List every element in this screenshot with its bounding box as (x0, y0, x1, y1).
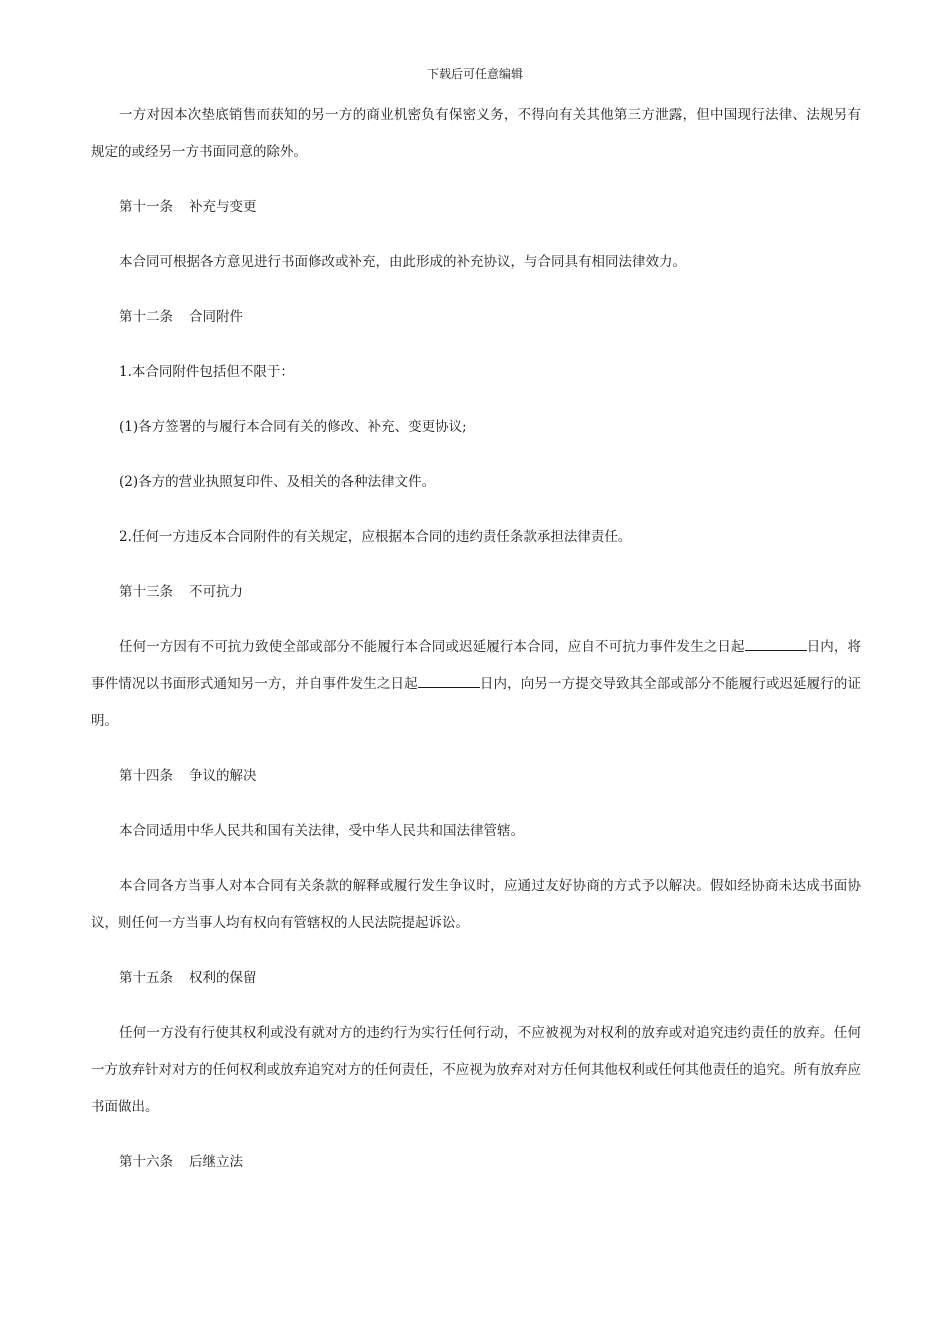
article-number: 第十六条 (119, 1154, 173, 1170)
article-14-body-2: 本合同各方当事人对本合同有关条款的解释或履行发生争议时，应通过友好协商的方式予以解决。假如经协商未达成书面协议，则任何一方当事人均有权向有管辖权的人民法院提起诉讼。 (91, 878, 861, 931)
article-12-item-2: 2.任何一方违反本合同附件的有关规定，应根据本合同的违约责任条款承担法律责任。 (119, 529, 632, 545)
article-title: 不可抗力 (189, 584, 243, 600)
fill-in-blank-days-2[interactable] (418, 673, 480, 688)
article-12-subitem-2: (2)各方的营业执照复印件、及相关的各种法律文件。 (119, 474, 436, 490)
article-11-body: 本合同可根据各方意见进行书面修改或补充，由此形成的补充协议，与合同具有相同法律效力。 (119, 254, 686, 270)
article-14-body-1: 本合同适用中华人民共和国有关法律，受中华人民共和国法律管辖。 (119, 823, 524, 839)
article-12-item-1: 1.本合同附件包括但不限于： (119, 364, 294, 380)
article-title: 权利的保留 (189, 970, 257, 986)
article-15-heading (91, 960, 861, 997)
article-11-heading (91, 189, 861, 226)
article-number: 第十一条 (119, 199, 173, 215)
article-number: 第十四条 (119, 768, 173, 784)
article-12-subitem-1: (1)各方签署的与履行本合同有关的修改、补充、变更协议; (119, 419, 467, 435)
article-13-text-part-2: 日内，将事件情况以书面形式通知另一方，并自事件发生之日起 (91, 639, 862, 692)
article-13-heading (91, 574, 861, 611)
article-title: 后继立法 (189, 1154, 243, 1170)
article-13-body (91, 629, 861, 740)
article-13-text-part-1: 任何一方因有不可抗力致使全部或部分不能履行本合同或迟延履行本合同，应自不可抗力事件发生之日起 (119, 639, 745, 655)
fill-in-blank-days-1[interactable] (745, 636, 807, 651)
page-header: 下载后可任意编辑 (426, 67, 523, 81)
article-15-body: 任何一方没有行使其权利或没有就对方的违约行为实行任何行动，不应被视为对权利的放弃或对追究违约责任的放弃。任何一方放弃针对对方的任何权利或放弃追究对方的任何责任，不应视为放弃对对方任何其他权利或任何其他责任的追究。所有放弃应书面做出。 (91, 1025, 861, 1115)
article-number: 第十二条 (119, 309, 173, 325)
article-13-text-part-3: 日内，向另一方提交导致其全部或部分不能履行或迟延履行的证明。 (91, 676, 862, 729)
confidentiality-paragraph: 一方对因本次垫底销售而获知的另一方的商业机密负有保密义务，不得向有关其他第三方泄露，但中国现行法律、法规另有规定的或经另一方书面同意的除外。 (91, 107, 861, 160)
article-12-heading (91, 299, 861, 336)
article-16-heading (91, 1144, 861, 1181)
article-14-heading (91, 758, 861, 795)
document-body (91, 97, 861, 1199)
article-title: 补充与变更 (189, 199, 257, 215)
article-title: 争议的解决 (189, 768, 257, 784)
article-number: 第十三条 (119, 584, 173, 600)
article-title: 合同附件 (189, 309, 243, 325)
article-number: 第十五条 (119, 970, 173, 986)
